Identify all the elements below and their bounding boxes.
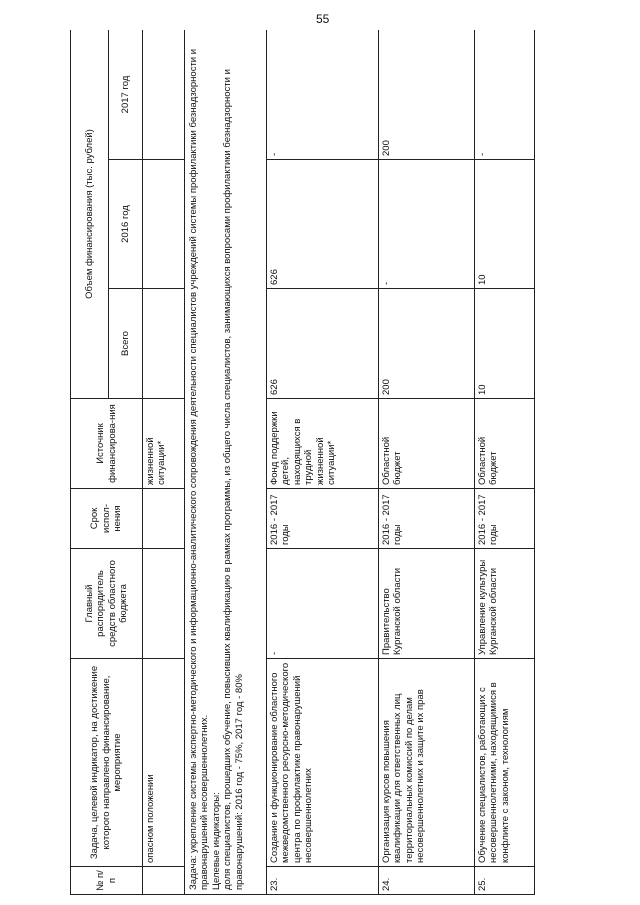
- header-volume: Объем финансирования (тыс. рублей): [71, 30, 109, 399]
- cell-num: 23.: [267, 867, 379, 895]
- cell-total: 10: [475, 289, 535, 399]
- header-term: Срок испол-нения: [71, 489, 143, 549]
- indicators-text: доля специалистов, прошедших обучение, повысивших квалификацию в рамках программы, из общего числа специалистов, занимающихся вопросами профилактики безнадзорности и правонарушений: 2016 год - 75%, 2017 год - 80%: [222, 69, 245, 890]
- task-text: Задача: укрепление системы экспертно-методического и информационно-аналитического сопровождения деятельности специалистов учреждений системы профилактики безнадзорности и правонарушений несовершеннолетних.: [188, 48, 211, 890]
- cell-2017: -: [267, 30, 379, 160]
- cell-2016: 626: [267, 160, 379, 289]
- task-block-row: [185, 30, 267, 895]
- cell-task: Создание и функционирование областного межведомственного ресурсно-методического центра по профилактике правонарушений несовершеннолетних: [267, 659, 379, 867]
- cell-task: опасном положении: [143, 659, 185, 867]
- header-2017: 2017 год: [109, 30, 143, 160]
- cell-2016: 10: [475, 160, 535, 289]
- cell-task: Обучение специалистов, работающих с несовершеннолетними, находящимися в конфликте с законом, технологиям: [475, 659, 535, 867]
- rotated-page: [70, 30, 616, 895]
- cell-source: Областной бюджет: [379, 399, 475, 489]
- cell-task: Организация курсов повышения квалификации для ответственных лиц территориальных комиссий по делам несовершеннолетних и защите их прав: [379, 659, 475, 867]
- header-source: Источник финансирова-ния: [71, 399, 143, 489]
- indicators-heading: Целевые индикаторы:: [210, 792, 222, 890]
- header-num: № п/п: [71, 867, 143, 895]
- cell-num: 24.: [379, 867, 475, 895]
- cell-manager: -: [267, 549, 379, 659]
- table-row: [475, 30, 535, 895]
- cell-term: 2016 - 2017 годы: [475, 489, 535, 549]
- cell-2016: -: [379, 160, 475, 289]
- cell-source: Областной бюджет: [475, 399, 535, 489]
- cell-source: Фонд поддержки детей, находящихся в трудной жизненной ситуации*: [267, 399, 379, 489]
- cell-manager: Правительство Курганской области: [379, 549, 475, 659]
- header-manager: Главный распорядитель средств областного бюджета: [71, 549, 143, 659]
- rotated-content: [70, 30, 616, 895]
- cell-source: жизненной ситуации*: [143, 399, 185, 489]
- cell-total: 626: [267, 289, 379, 399]
- table-row: [143, 30, 185, 895]
- cell-2017: 200: [379, 30, 475, 160]
- cell-term: 2016 - 2017 годы: [379, 489, 475, 549]
- cell-num: 25.: [475, 867, 535, 895]
- cell-2017: -: [475, 30, 535, 160]
- header-2016: 2016 год: [109, 160, 143, 289]
- cell-term: 2016 - 2017 годы: [267, 489, 379, 549]
- cell-total: 200: [379, 289, 475, 399]
- header-task: Задача, целевой индикатор, на достижение которого направлено финансирование, мероприятие: [71, 659, 143, 867]
- page-number: 55: [316, 12, 330, 26]
- header-total: Всего: [109, 289, 143, 399]
- table-row: [379, 30, 475, 895]
- table-row: [267, 30, 379, 895]
- cell-manager: Управление культуры Курганской области: [475, 549, 535, 659]
- financing-table: [70, 30, 535, 895]
